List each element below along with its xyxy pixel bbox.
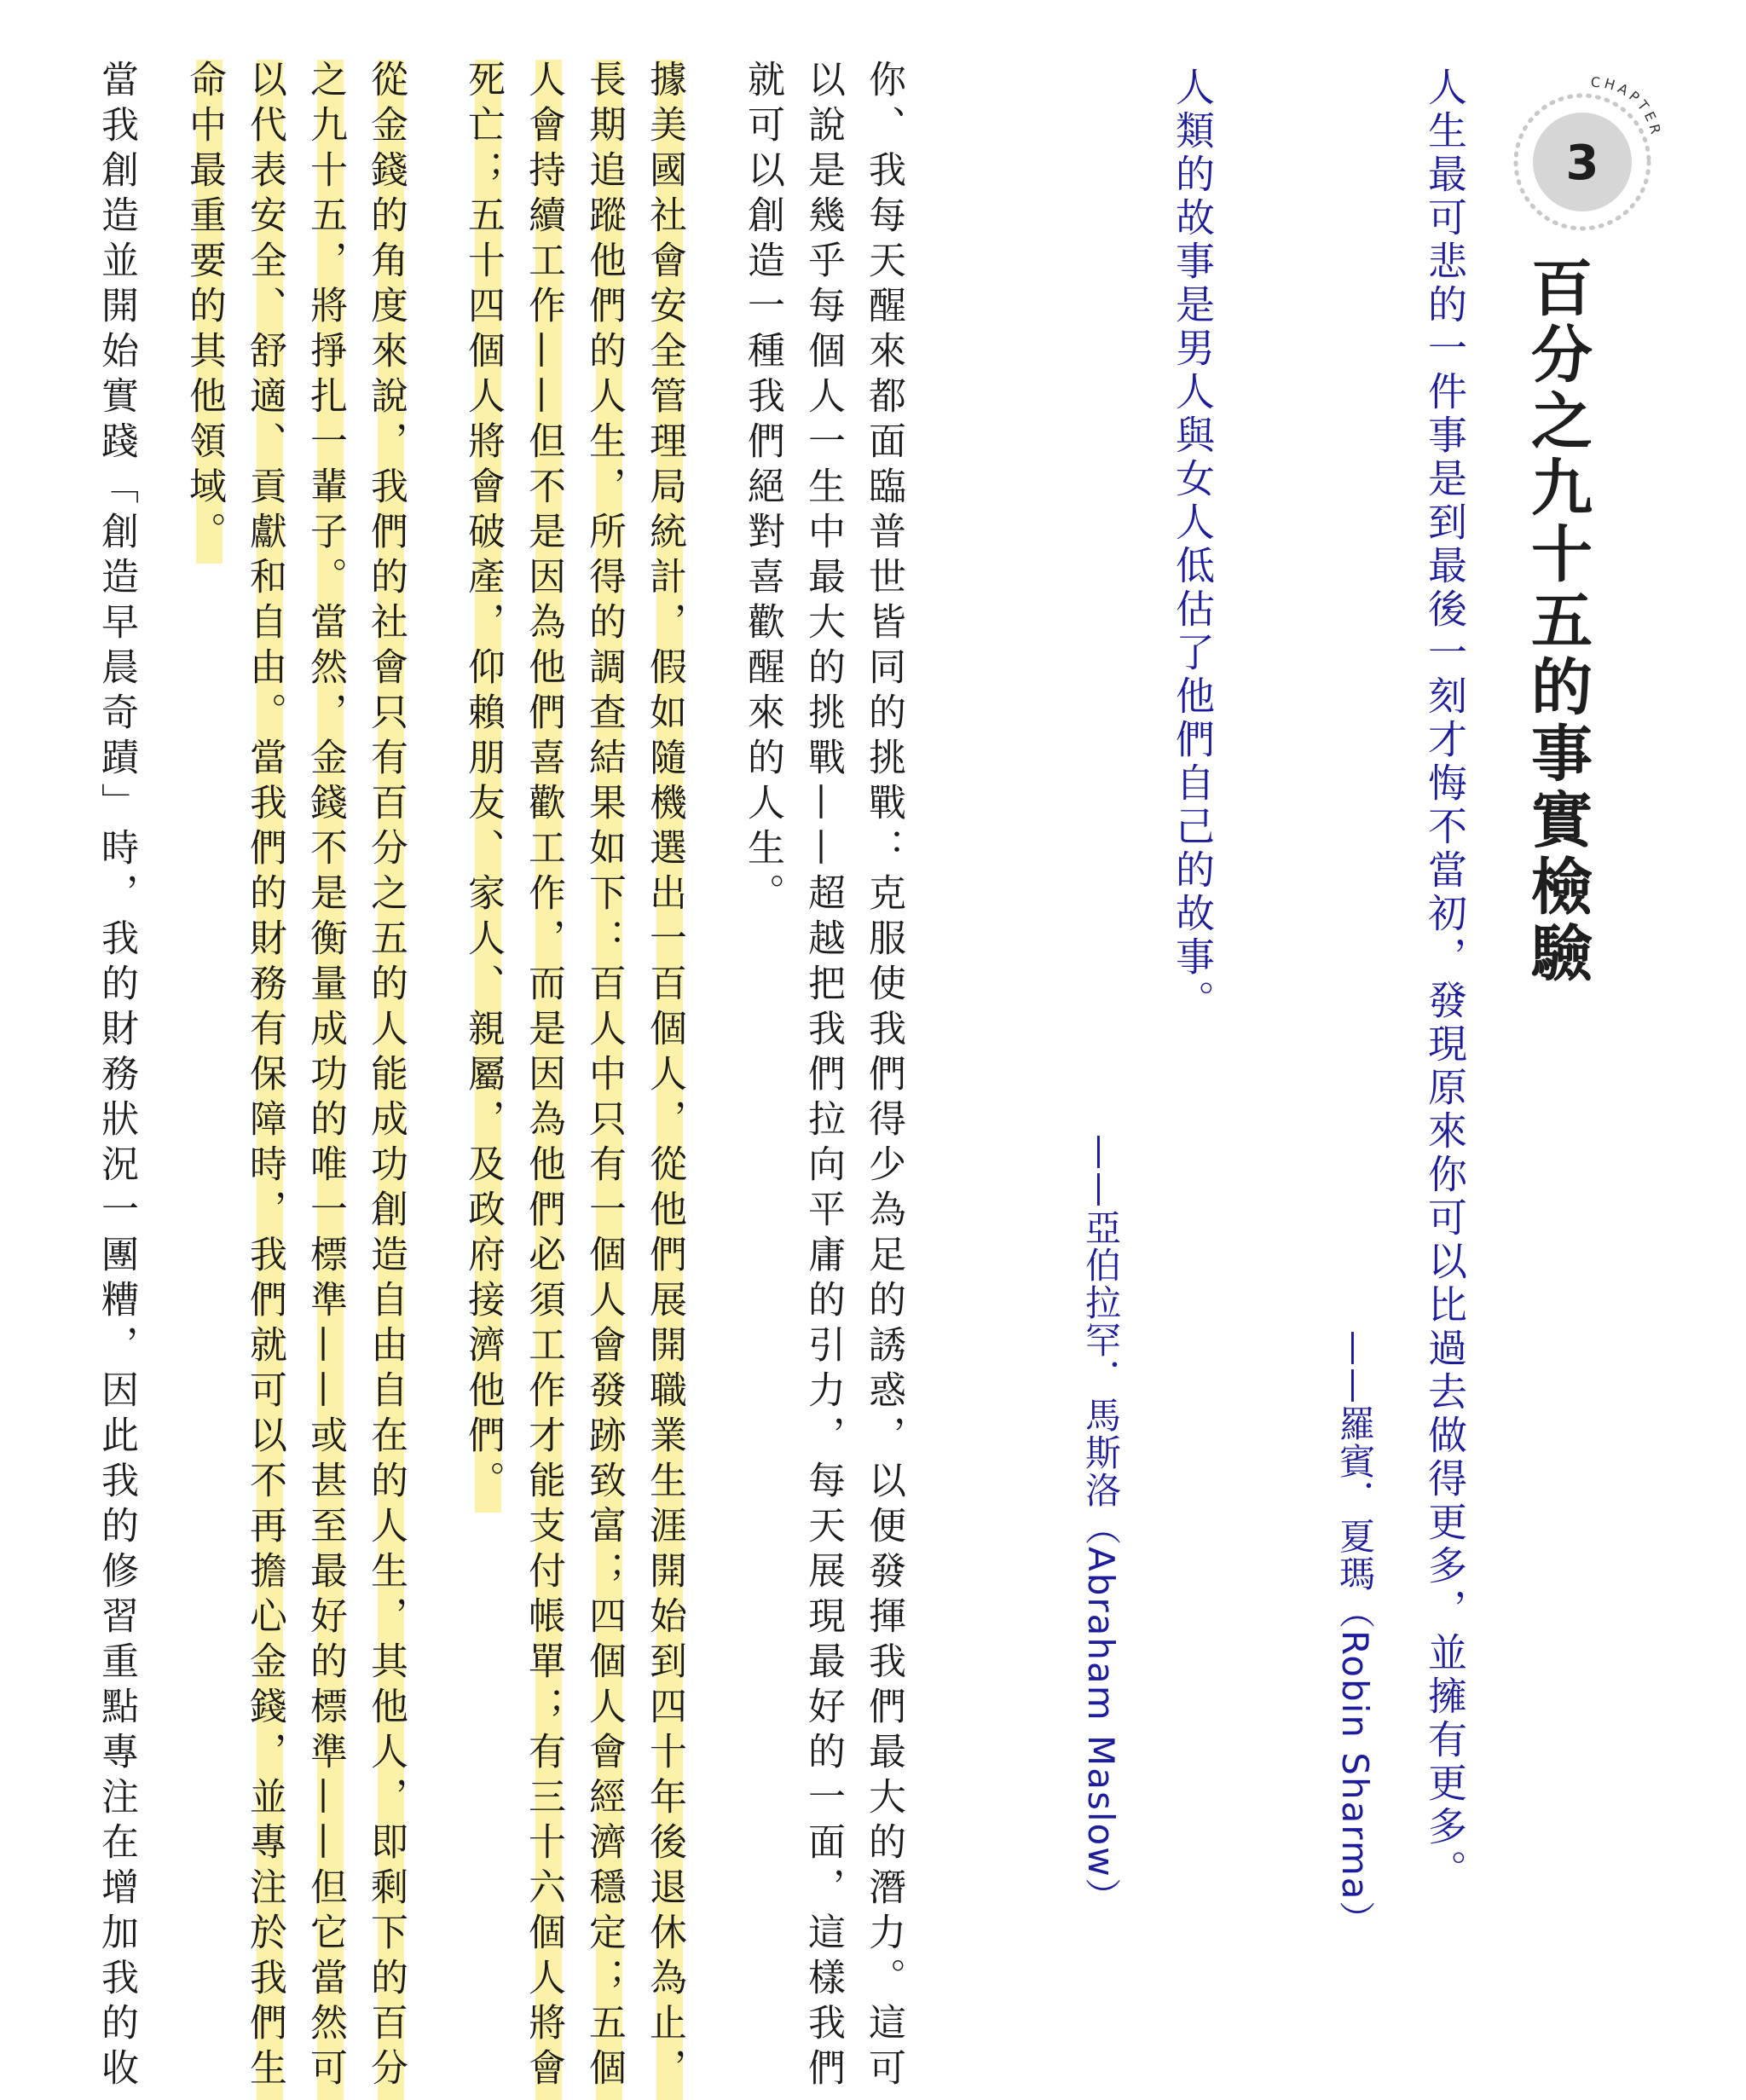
quote-2-attribution: ——亞伯拉罕．馬斯洛（Abraham Maslow） bbox=[1080, 1134, 1122, 1916]
body-line-6: 人會持續工作——但不是因為他們喜歡工作，而是因為他們必須工作才能支付帳單；有三十六個人將會 bbox=[524, 60, 562, 2100]
body-line-8: 從金錢的角度來說，我們的社會只有百分之五的人能成功創造自由自在的人生，其他人，即剩下的百分 bbox=[367, 60, 404, 2100]
quote-1-attribution: ——羅賓．夏瑪（Robin Sharma） bbox=[1334, 1330, 1376, 1939]
body-line-1: 你、我每天醒來都面臨普世皆同的挑戰：克服使我們得少為足的誘惑，以便發揮我們最大的潛力。這可 bbox=[862, 60, 905, 2093]
body-line-12: 當我創造並開始實踐「創造早晨奇蹟」時，我的財務狀況一團糟，因此我的修習重點專注在增加我的收 bbox=[95, 60, 138, 2093]
chapter-badge bbox=[1500, 51, 1688, 239]
body-line-2: 以說是幾乎每個人一生中最大的挑戰——超越把我們拉向平庸的引力，每天展現最好的一面，這樣我們 bbox=[801, 60, 845, 2093]
chapter-label: CHAPTER bbox=[1590, 73, 1665, 139]
body-line-5: 長期追蹤他們的人生，所得的調查結果如下：百人中只有一個人會發跡致富；四個人會經濟穩定；五個 bbox=[585, 60, 622, 2100]
chapter-badge-graphic bbox=[1500, 51, 1688, 239]
body-line-4: 據美國社會安全管理局統計，假如隨機選出一百個人，從他們展開職業生涯開始到四十年後退休為止， bbox=[645, 60, 683, 2100]
body-line-10: 以代表安全、舒適、貢獻和自由。當我們的財務有保障時，我們就可以不再擔心金錢，並專注於我們生 bbox=[246, 60, 283, 2100]
quote-2-text: 人類的故事是男人與女人低估了他們自己的故事。 bbox=[1170, 67, 1216, 1023]
body-line-7: 死亡；五十四個人將會破產，仰賴朋友、家人、親屬，及政府接濟他們。 bbox=[464, 60, 501, 1513]
chapter-number: 3 bbox=[1565, 136, 1599, 191]
body-line-3: 就可以創造一種我們絕對喜歡醒來的人生。 bbox=[741, 60, 784, 918]
chapter-title: 百分之九十五的事實檢驗 bbox=[1521, 256, 1593, 987]
body-line-9: 之九十五，將掙扎一輩子。當然，金錢不是衡量成功的唯一標準——或甚至最好的標準——但它當然可 bbox=[306, 60, 344, 2100]
body-line-11: 命中最重要的其他領域。 bbox=[185, 60, 223, 564]
quote-1-text: 人生最可悲的一件事是到最後一刻才悔不當初，發現原來你可以比過去做得更多，並擁有更多。 bbox=[1422, 67, 1468, 1893]
